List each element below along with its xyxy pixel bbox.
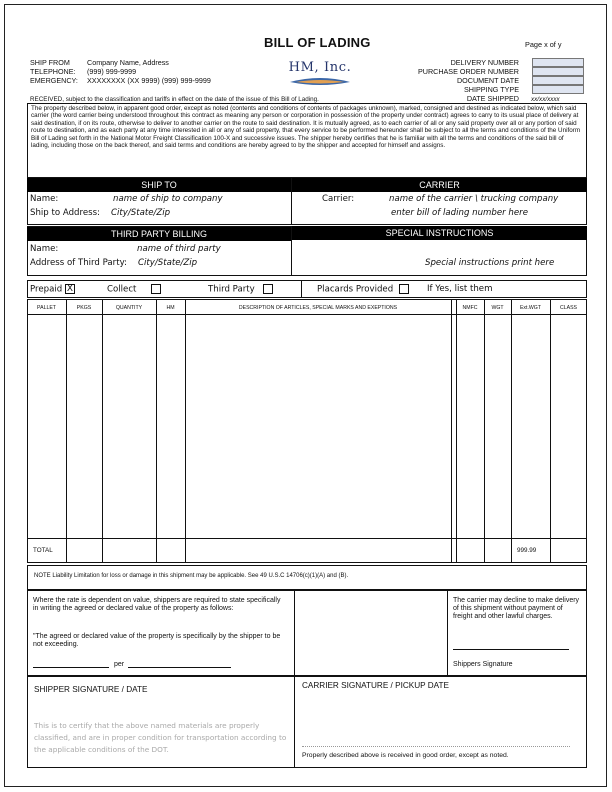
received-line: RECEIVED, subject to the classification and tariffs in effect on the date of the issue of this Bill of Lading. xyxy=(30,96,319,103)
per-label: per xyxy=(114,661,125,668)
ship-to-address-label: Ship to Address: xyxy=(30,208,100,218)
delivery-number-field[interactable] xyxy=(532,58,584,67)
column-header-quantity: QUANTITY xyxy=(115,305,143,311)
ship-to-address-value[interactable]: City/State/Zip xyxy=(111,208,171,218)
items-table xyxy=(27,299,587,563)
carrier-heading: CARRIER xyxy=(292,178,587,192)
shipper-signature-heading: SHIPPER SIGNATURE / DATE xyxy=(34,685,148,694)
document-date-label: DOCUMENT DATE xyxy=(456,76,519,85)
emergency-value: XXXXXXXX (XX 9999) (999) 999-9999 xyxy=(87,76,211,85)
liability-note: NOTE Liability Limitation for loss or damage in this shipment may be applicable. See 49 U.S.C 14706(c)(1)(A) and (B). xyxy=(34,573,349,579)
third-party-option[interactable] xyxy=(208,284,273,295)
ship-to-name-label: Name: xyxy=(30,194,59,204)
prepaid-option[interactable] xyxy=(30,284,75,295)
carrier-label: Carrier: xyxy=(322,194,355,204)
terms-text: The property described below, in apparent good order, except as noted (contents and conditions of contents of packages unknown), marked, consigned and destined as indicated below, which said carrier (the word carrier being understood throughout this contract as meaning any person or corporation in possession of the property under contract) agrees to carry to its usual place of delivery at said destination, if on its route, otherwise to deliver to another carrier on the route to said destination. It is mutually agreed, as to each carrier of all or any said property over all or any portion of said route to destination, and as each party at any time interested in all or any of said property, that every service to be performed hereunder shall be subject to all the terms and conditions of the Uniform Bill of Lading set forth in the National Motor Freight Classification 100-X and successive issues. The shipper hereby certifies that he is familiar with all the terms and conditions of the said bill of lading, including those on the back thereof, and said terms and conditions are hereby agreed to by the shipper and accepted for himself and assigns. xyxy=(27,103,587,178)
prepaid-checkbox[interactable]: X xyxy=(66,284,74,294)
column-header-class: CLASS xyxy=(559,305,577,311)
placards-checkbox[interactable] xyxy=(399,284,409,294)
total-ext-wgt: 999.99 xyxy=(517,547,537,554)
telephone-label: TELEPHONE: xyxy=(30,67,76,76)
telephone-value: (999) 999-9999 xyxy=(87,67,137,76)
carrier-value[interactable]: name of the carrier \ trucking company xyxy=(389,194,559,204)
decline-text: The carrier may decline to make delivery of this shipment without payment of freight and other lawful charges. xyxy=(453,597,580,621)
total-label: TOTAL xyxy=(33,547,53,554)
page-number: Page x of y xyxy=(525,40,562,49)
ship-to-heading: SHIP TO xyxy=(27,178,291,192)
document-date-field[interactable] xyxy=(532,76,584,85)
date-shipped-label: DATE SHIPPED xyxy=(466,94,519,103)
declared-per-field[interactable] xyxy=(128,660,231,668)
collect-checkbox[interactable] xyxy=(151,284,161,294)
special-instructions-heading: SPECIAL INSTRUCTIONS xyxy=(292,226,587,240)
placards-option[interactable] xyxy=(317,284,409,295)
purchase-order-field[interactable] xyxy=(532,67,584,76)
if-yes-label: If Yes, list them xyxy=(427,284,493,294)
bol-number-value[interactable]: enter bill of lading number here xyxy=(391,208,528,218)
document-title: BILL OF LADING xyxy=(264,35,371,50)
rate-text: Where the rate is dependent on value, shippers are required to state specifically in writing the agreed or declared value of the property as follows: xyxy=(33,597,281,613)
shipping-type-label: SHIPPING TYPE xyxy=(464,85,519,94)
collect-option[interactable] xyxy=(107,284,161,295)
collect-label: Collect xyxy=(107,284,137,295)
ship-from-value: Company Name, Address xyxy=(87,58,169,67)
third-party-address-value[interactable]: City/State/Zip xyxy=(138,258,198,268)
shipper-signature-line[interactable] xyxy=(453,644,569,650)
third-party-address-label: Address of Third Party: xyxy=(30,258,127,268)
carrier-footer-text: Properly described above is received in good order, except as noted. xyxy=(302,752,509,759)
column-header-ext-wgt: Ext.WGT xyxy=(519,305,542,311)
delivery-number-label: DELIVERY NUMBER xyxy=(450,58,519,67)
ship-from-label: SHIP FROM xyxy=(30,58,70,67)
third-party-name-label: Name: xyxy=(30,244,59,254)
carrier-signature-line[interactable] xyxy=(302,746,570,747)
declared-amount-field[interactable] xyxy=(33,660,109,668)
logo-swoosh-icon xyxy=(282,75,358,89)
logo-text: HM, Inc. xyxy=(288,60,352,75)
company-logo xyxy=(282,60,358,94)
column-header-description: DESCRIPTION OF ARTICLES, SPECIAL MARKS AND EXEPTIONS xyxy=(238,305,398,311)
purchase-order-label: PURCHASE ORDER NUMBER xyxy=(417,67,519,76)
third-party-option-label: Third Party xyxy=(208,284,255,295)
emergency-label: EMERGENCY: xyxy=(30,76,78,85)
column-header-nmfc: NMFC xyxy=(462,305,478,311)
column-header-wgt: WGT xyxy=(491,305,504,311)
certify-text: This is to certify that the above named materials are properly classified, and are in proper condition for transportation according to the applicable conditions of the DOT. xyxy=(34,721,287,754)
third-party-name-value[interactable]: name of third party xyxy=(137,244,221,254)
date-shipped-value: xx/xx/xxxx xyxy=(531,96,560,103)
prepaid-label: Prepaid xyxy=(30,284,63,295)
special-instructions-value[interactable]: Special instructions print here xyxy=(425,258,555,268)
placards-label: Placards Provided xyxy=(317,284,394,295)
column-header-pallet: PALLET xyxy=(37,305,56,311)
ship-to-name-value[interactable]: name of ship to company xyxy=(113,194,223,204)
carrier-signature-heading: CARRIER SIGNATURE / PICKUP DATE xyxy=(302,681,449,690)
third-party-heading: THIRD PARTY BILLING xyxy=(27,227,291,241)
shippers-signature-label: Shippers Signature xyxy=(453,661,513,668)
third-party-checkbox[interactable] xyxy=(263,284,273,294)
declared-value-text: "The agreed or declared value of the property is specifically by the shipper to be not exceeding. xyxy=(33,633,281,649)
shipping-type-field[interactable] xyxy=(532,85,584,94)
column-header-hm: HM xyxy=(166,305,175,311)
column-header-pkgs: PKGS xyxy=(76,305,92,311)
